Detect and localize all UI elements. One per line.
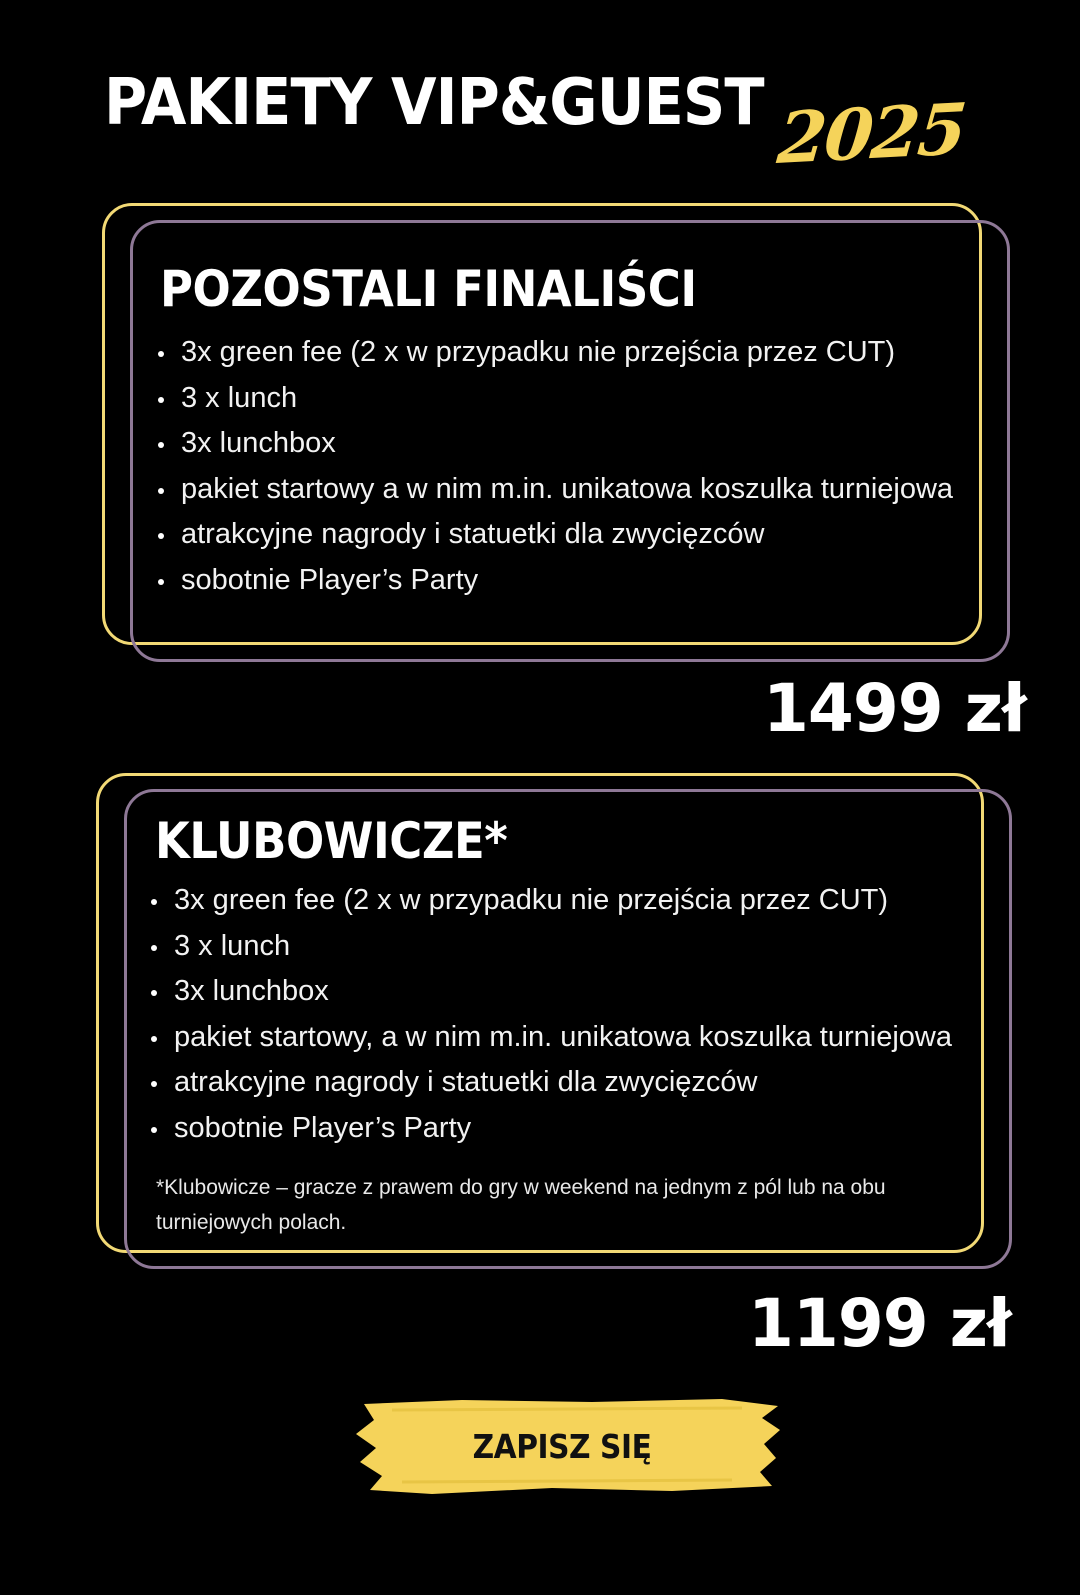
- list-item: 3x green fee (2 x w przypadku nie przejścia przez CUT): [155, 330, 953, 376]
- list-item: pakiet startowy a w nim m.in. unikatowa koszulka turniejowa: [155, 467, 953, 513]
- feature-list: [155, 330, 953, 604]
- footnote: *Klubowicze – gracze z prawem do gry w weekend na jednym z pól lub na obu turniejowych polach.: [156, 1176, 886, 1234]
- list-item: 3 x lunch: [155, 376, 953, 422]
- signup-button-label: ZAPISZ SIĘ: [472, 1426, 652, 1466]
- year-label: 2025: [774, 86, 969, 181]
- package-title: KLUBOWICZE*: [155, 812, 508, 870]
- list-item: atrakcyjne nagrody i statuetki dla zwycięzców: [148, 1060, 952, 1106]
- package-title: POZOSTALI FINALIŚCI: [160, 260, 697, 318]
- package-price: 1499 zł: [763, 670, 1026, 747]
- list-item: 3x green fee (2 x w przypadku nie przejścia przez CUT): [148, 878, 952, 924]
- list-item: atrakcyjne nagrody i statuetki dla zwycięzców: [155, 512, 953, 558]
- list-item: 3 x lunch: [148, 924, 952, 970]
- feature-list: [148, 878, 952, 1152]
- list-item: pakiet startowy, a w nim m.in. unikatowa koszulka turniejowa: [148, 1015, 952, 1061]
- list-item: 3x lunchbox: [148, 969, 952, 1015]
- page-title: PAKIETY VIP&GUEST: [104, 66, 764, 140]
- list-item: sobotnie Player’s Party: [155, 558, 953, 604]
- signup-button[interactable]: [342, 1396, 782, 1496]
- list-item: 3x lunchbox: [155, 421, 953, 467]
- list-item: sobotnie Player’s Party: [148, 1106, 952, 1152]
- package-price: 1199 zł: [748, 1285, 1011, 1362]
